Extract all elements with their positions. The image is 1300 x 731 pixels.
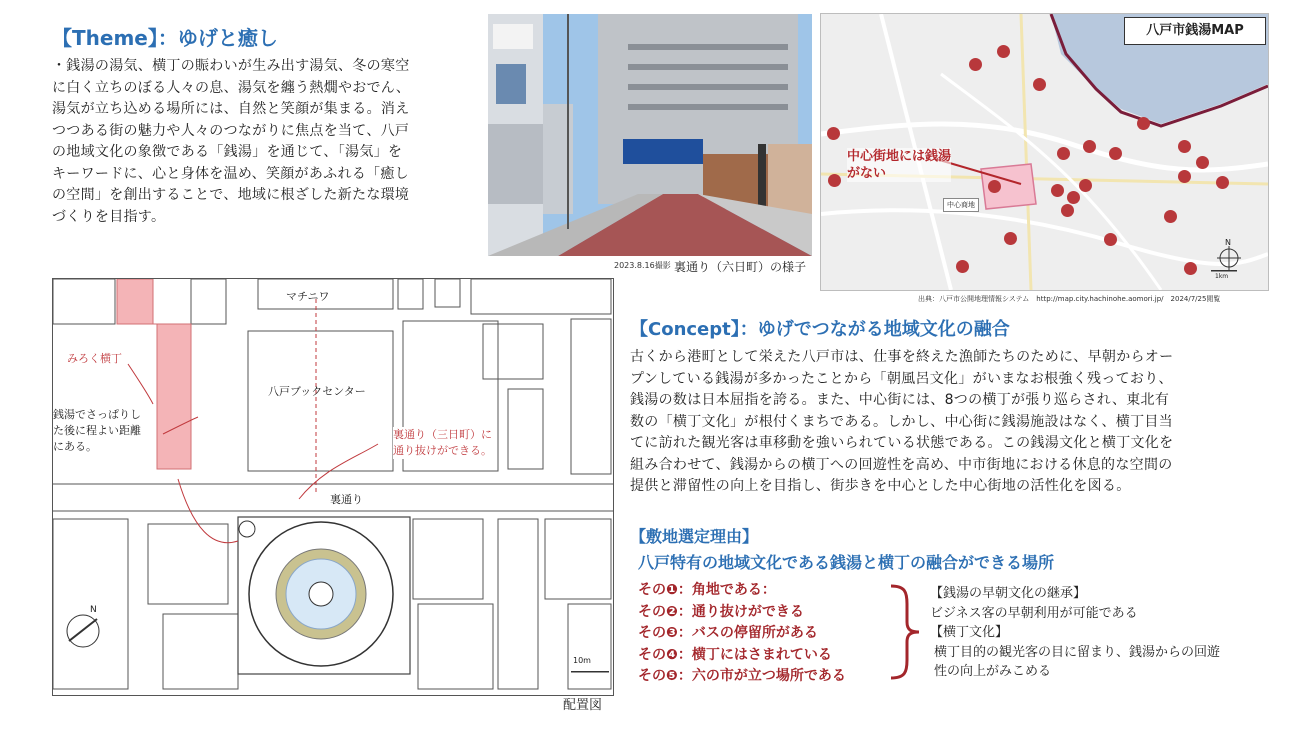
sento-pin <box>1067 191 1080 204</box>
theme-line: 湯気が立ち込める場所には、自然と笑顔が集まる。消え <box>52 101 410 117</box>
map-source: 出典：八戸市公開地理情報システム http://map.city.hachinohe.aomori.jp/ 2024/7/25閲覧 <box>918 295 1221 303</box>
sento-pin <box>969 58 982 71</box>
note-right-line: 裏通り（三日町）に <box>393 428 492 441</box>
theme-body <box>52 56 472 228</box>
reason-note: 【銭湯の早朝文化の継承】 <box>930 586 1087 601</box>
brace-graphic <box>885 582 925 682</box>
concept-line: 数の「横丁文化」が根付くまちである。しかし、中心街に銭湯施設はなく、横丁目当 <box>630 413 1173 430</box>
note-left-line: にある。 <box>53 440 97 453</box>
concept-body <box>630 347 1270 498</box>
label-miroku-yokocho: みろく横丁 <box>67 352 122 365</box>
reason-list <box>638 580 846 688</box>
sento-pin <box>997 45 1010 58</box>
note-right <box>393 427 492 459</box>
site-plan-drawing <box>53 279 613 695</box>
reason-item: その❷：通り抜けができる <box>638 603 804 620</box>
reason-item: その❸：バスの停留所がある <box>638 625 818 641</box>
sento-pin <box>1079 179 1092 192</box>
photo-caption: 裏通り（六日町）の様子 <box>674 260 807 274</box>
theme-line: づくりを目指す。 <box>52 208 166 225</box>
map-annotation <box>847 148 951 182</box>
sento-pin <box>828 174 841 187</box>
site-plan <box>52 278 614 696</box>
map-annotation-line: がない <box>847 166 887 181</box>
sento-pin <box>1004 232 1017 245</box>
concept-line: 組み合わせて、銭湯からの横丁への回遊性を高め、中市街地における休息的な空間の <box>630 456 1173 473</box>
concept-line: プンしている銭湯が多かったことから「朝風呂文化」がいまなお根強く残っており、 <box>630 370 1173 387</box>
reason-note: 性の向上がみこめる <box>934 664 1052 679</box>
concept-title: 【Concept】：ゆげでつながる地域文化の融合 <box>630 319 1010 340</box>
concept-line: 銭湯の数は日本屈指を誇る。また、中心街には、8つの横丁が張り巡らされ、東北有 <box>630 392 1170 408</box>
map-north: N <box>1225 238 1231 247</box>
theme-line: ・銭湯の湯気、横丁の賑わいが生み出す湯気、冬の寒空 <box>52 58 410 74</box>
theme-line: の地域文化の象徴である「銭湯」を通じて、「湯気」を <box>52 144 403 160</box>
map-title: 八戸市銭湯MAP <box>1146 23 1244 38</box>
sento-pin <box>1033 78 1046 91</box>
label-machiniwa: マチニワ <box>286 290 330 303</box>
sento-pin <box>1104 233 1117 246</box>
note-left-line: 銭湯でさっぱりし <box>53 408 141 421</box>
sento-pin <box>1178 140 1191 153</box>
reason-note: ビジネス客の早朝利用が可能である <box>930 605 1138 621</box>
brace <box>885 582 925 682</box>
concept-line: てに訪れた観光客は車移動を強いられている状態である。この銭湯文化と横丁文化を <box>630 435 1174 451</box>
map-scale: 1km <box>1215 273 1229 280</box>
site-reason-title: 【敷地選定理由】 <box>630 527 759 546</box>
theme-line: の空間」を創出することで、地域に根ざした新たな環境 <box>52 187 410 203</box>
sento-pin <box>1109 147 1122 160</box>
sento-pin <box>1057 147 1070 160</box>
label-book-center: 八戸ブックセンター <box>268 385 366 398</box>
center-label: 中心商地 <box>943 198 979 212</box>
sento-pin <box>1051 184 1064 197</box>
theme-line: つつある街の魅力や人々のつながりに焦点を当て、八戸 <box>52 122 410 139</box>
sento-pin <box>988 180 1001 193</box>
map-annotation-line: 中心街地には銭湯 <box>847 149 952 164</box>
sento-pin <box>1178 170 1191 183</box>
reason-item: その❺：六の市が立つ場所である <box>638 668 846 684</box>
label-uradori: 裏通り <box>330 493 363 506</box>
sento-pin <box>1184 262 1197 275</box>
theme-line: キーワードに、心と身体を温め、笑顔があふれる「癒し <box>52 165 409 182</box>
sento-pin <box>1196 156 1209 169</box>
street-photo-illustration <box>488 14 812 256</box>
concept-line: 提供と滞留性の向上を目指し、街歩きを中心とした中心街地の活性化を図る。 <box>630 478 1131 494</box>
reason-item: その❹：横丁にはさまれている <box>638 646 832 663</box>
note-left <box>53 407 141 455</box>
map-title-box <box>1124 17 1266 45</box>
sento-pin <box>1216 176 1229 189</box>
concept-line: 古くから港町として栄えた八戸市は、仕事を終えた漁師たちのために、早朝からオー <box>630 349 1174 365</box>
photo-date: 2023.8.16撮影 <box>614 261 671 270</box>
sento-pin <box>1137 117 1150 130</box>
sento-pin <box>1164 210 1177 223</box>
reason-item: その❶：角地である： <box>638 582 776 598</box>
sento-pin <box>956 260 969 273</box>
street-photo <box>488 14 812 256</box>
reason-notes <box>930 584 1220 682</box>
theme-line: に白く立ちのぼる人々の息、湯気を纏う熱燗やおでん、 <box>52 79 411 96</box>
sento-pin <box>1061 204 1074 217</box>
theme-title: 【Theme】：ゆげと癒し <box>52 26 278 50</box>
reason-note: 横丁目的の観光客の目に留まり、銭湯からの回遊 <box>934 644 1221 660</box>
note-right-line: 通り抜けができる。 <box>393 444 492 457</box>
site-plan-caption: 配置図 <box>563 698 603 713</box>
sento-map <box>820 13 1269 291</box>
plan-north: N <box>90 605 97 615</box>
reason-note: 【横丁文化】 <box>930 625 1009 640</box>
sento-pin <box>1083 140 1096 153</box>
plan-scale: 10m <box>573 656 591 665</box>
site-reason-subtitle: 八戸特有の地域文化である銭湯と横丁の融合ができる場所 <box>638 553 1055 572</box>
note-left-line: た後に程よい距離 <box>53 424 141 437</box>
sento-pin <box>827 127 840 140</box>
